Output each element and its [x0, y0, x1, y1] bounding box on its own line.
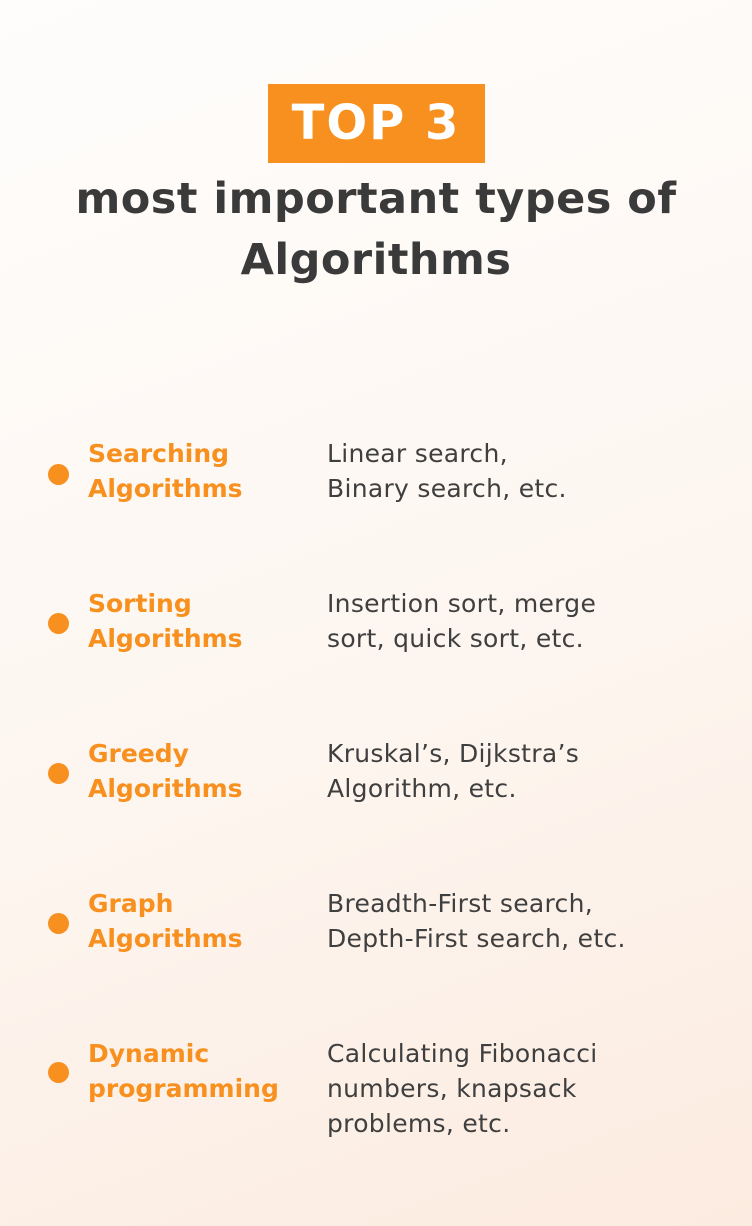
- name-line: Sorting: [88, 589, 192, 618]
- name-line: Algorithms: [88, 624, 243, 653]
- name-line: Algorithms: [88, 474, 243, 503]
- desc-line: Insertion sort, merge: [327, 589, 597, 618]
- algorithm-type-name: [88, 436, 313, 506]
- algorithm-type-name: [88, 1036, 313, 1106]
- algorithm-examples: [327, 1036, 747, 1141]
- list-item: [0, 436, 752, 586]
- top-badge: TOP 3: [268, 84, 485, 163]
- name-line: Graph: [88, 889, 174, 918]
- title-line-1: most important types of: [75, 174, 677, 224]
- desc-line: sort, quick sort, etc.: [327, 624, 584, 653]
- algorithm-examples: [327, 586, 747, 656]
- desc-line: numbers, knapsack: [327, 1074, 577, 1103]
- name-line: Algorithms: [88, 924, 243, 953]
- desc-line: Linear search,: [327, 439, 508, 468]
- algorithm-type-name: [88, 586, 313, 656]
- desc-line: problems, etc.: [327, 1109, 511, 1138]
- algorithm-list: [0, 436, 752, 1186]
- algorithm-type-name: [88, 886, 313, 956]
- algorithm-examples: [327, 736, 747, 806]
- name-line: Greedy: [88, 739, 189, 768]
- bullet-dot-icon: [48, 613, 69, 634]
- bullet-dot-icon: [48, 1062, 69, 1083]
- page-title: [0, 169, 752, 291]
- desc-line: Breadth-First search,: [327, 889, 593, 918]
- desc-line: Kruskal’s, Dijkstra’s: [327, 739, 580, 768]
- list-item: [0, 736, 752, 886]
- algorithm-examples: [327, 886, 747, 956]
- desc-line: Calculating Fibonacci: [327, 1039, 598, 1068]
- desc-line: Depth-First search, etc.: [327, 924, 626, 953]
- bullet-dot-icon: [48, 913, 69, 934]
- bullet-dot-icon: [48, 464, 69, 485]
- bullet-dot-icon: [48, 763, 69, 784]
- algorithm-type-name: [88, 736, 313, 806]
- name-line: Dynamic: [88, 1039, 210, 1068]
- header: [0, 84, 752, 291]
- name-line: Searching: [88, 439, 230, 468]
- desc-line: Algorithm, etc.: [327, 774, 517, 803]
- name-line: Algorithms: [88, 774, 243, 803]
- list-item: [0, 886, 752, 1036]
- list-item: [0, 586, 752, 736]
- desc-line: Binary search, etc.: [327, 474, 567, 503]
- title-line-2: Algorithms: [240, 235, 512, 285]
- name-line: programming: [88, 1074, 279, 1103]
- list-item: [0, 1036, 752, 1186]
- algorithm-examples: [327, 436, 747, 506]
